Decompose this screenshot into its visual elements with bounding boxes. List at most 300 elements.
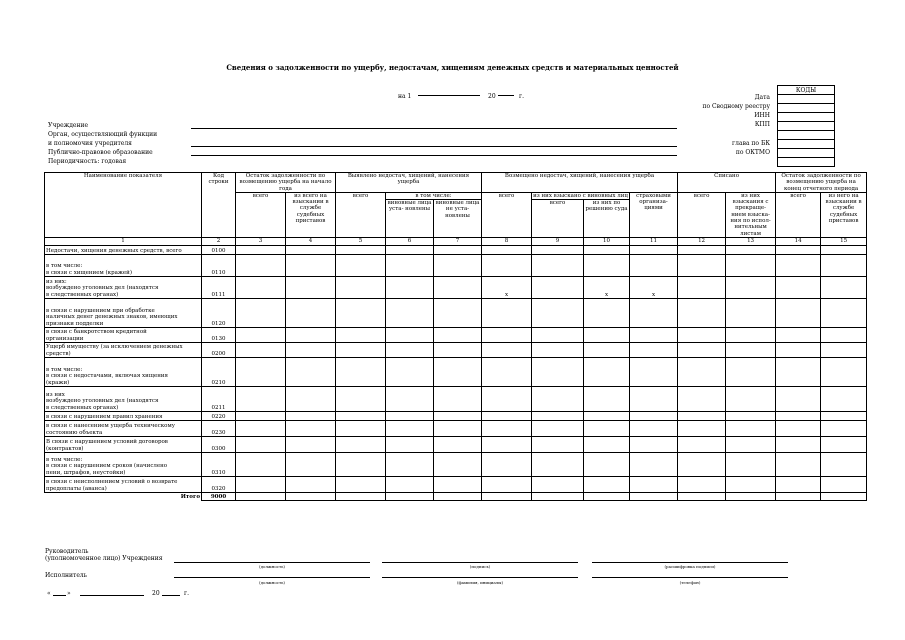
value-cell[interactable]	[584, 357, 630, 386]
value-cell[interactable]	[236, 436, 286, 452]
value-cell[interactable]	[726, 411, 776, 420]
value-cell[interactable]	[482, 245, 532, 254]
value-cell[interactable]	[482, 254, 532, 276]
value-cell[interactable]	[821, 276, 867, 298]
value-cell[interactable]	[236, 386, 286, 411]
value-cell[interactable]	[386, 298, 434, 327]
value-cell[interactable]	[236, 298, 286, 327]
value-cell[interactable]	[386, 357, 434, 386]
column-number: 14	[776, 237, 821, 245]
head-code: Код строки	[202, 173, 236, 238]
head-name-field[interactable]	[592, 562, 788, 563]
head-g4-writs: из них взыскания с прекраще- нием взыска- ния по испол- нительным листам	[726, 192, 776, 237]
value-cell[interactable]	[630, 254, 678, 276]
value-cell[interactable]	[678, 476, 726, 492]
value-cell[interactable]	[532, 386, 584, 411]
caption-exec-position: (должность)	[259, 580, 285, 585]
date-blank[interactable]	[418, 95, 480, 96]
value-cell[interactable]	[630, 452, 678, 476]
head-g3-total: всего	[482, 192, 532, 237]
date-year-blank[interactable]	[498, 95, 514, 96]
value-cell[interactable]	[821, 357, 867, 386]
value-cell[interactable]	[678, 276, 726, 298]
row-code: 0120	[202, 298, 236, 327]
total-value-cell[interactable]	[532, 492, 584, 500]
value-cell[interactable]	[776, 420, 821, 436]
column-number: 8	[482, 237, 532, 245]
head-g2-incl: в том числе:	[386, 192, 482, 199]
value-cell[interactable]	[532, 327, 584, 342]
code-cell-inn[interactable]	[778, 113, 835, 122]
value-cell[interactable]	[776, 436, 821, 452]
value-cell[interactable]	[482, 476, 532, 492]
value-cell[interactable]	[584, 411, 630, 420]
value-cell[interactable]	[678, 386, 726, 411]
value-cell[interactable]	[386, 254, 434, 276]
value-cell[interactable]	[630, 357, 678, 386]
value-cell[interactable]	[630, 386, 678, 411]
value-cell[interactable]	[678, 411, 726, 420]
total-value-cell[interactable]	[678, 492, 726, 500]
date-year-suffix: г.	[519, 93, 525, 100]
value-cell[interactable]	[821, 327, 867, 342]
row-name: в том числе: в связи с хищением (кражей)	[45, 254, 202, 276]
value-cell[interactable]	[726, 420, 776, 436]
column-number: 4	[286, 237, 336, 245]
value-cell[interactable]	[678, 420, 726, 436]
value-cell[interactable]	[532, 476, 584, 492]
sign-year-field[interactable]	[162, 595, 180, 596]
value-cell[interactable]	[678, 298, 726, 327]
head-g1-bailiffs: из всего на взыскании в службе судебных приставов	[286, 192, 336, 237]
caption-name: (расшифровка подписи)	[664, 564, 716, 569]
main-table	[44, 172, 867, 501]
column-number: 12	[678, 237, 726, 245]
total-value-cell[interactable]	[482, 492, 532, 500]
value-cell[interactable]	[336, 327, 386, 342]
value-cell[interactable]	[821, 245, 867, 254]
value-cell[interactable]	[336, 411, 386, 420]
value-cell[interactable]	[726, 342, 776, 357]
row-name: в связи с неисполнением условий о возврате предоплаты (аванса)	[45, 476, 202, 492]
value-cell[interactable]	[482, 411, 532, 420]
value-cell[interactable]	[386, 386, 434, 411]
value-cell[interactable]	[286, 245, 336, 254]
column-number: 5	[336, 237, 386, 245]
value-cell[interactable]	[286, 327, 336, 342]
value-cell[interactable]	[821, 452, 867, 476]
total-value-cell[interactable]	[584, 492, 630, 500]
total-value-cell[interactable]	[434, 492, 482, 500]
row-code: 0230	[202, 420, 236, 436]
value-cell[interactable]	[386, 245, 434, 254]
total-label: Итого	[45, 492, 202, 500]
value-cell[interactable]	[286, 386, 336, 411]
label-oktmo: по ОКТМО	[735, 149, 770, 156]
column-number: 3	[236, 237, 286, 245]
row-name: из них: возбуждено уголовных дел (находятся в следственных органах)	[45, 276, 202, 298]
value-cell[interactable]	[336, 254, 386, 276]
row-code: 0320	[202, 476, 236, 492]
value-cell[interactable]	[630, 436, 678, 452]
value-cell[interactable]	[584, 254, 630, 276]
row-code: 0220	[202, 411, 236, 420]
value-cell[interactable]	[286, 436, 336, 452]
value-cell[interactable]	[236, 452, 286, 476]
sign-date-open: «	[47, 590, 51, 597]
value-cell[interactable]	[726, 298, 776, 327]
value-cell[interactable]	[236, 276, 286, 298]
row-name: в связи с нарушением правил хранения	[45, 411, 202, 420]
code-cell-kpp[interactable]	[778, 122, 835, 131]
label-founder-2: и полномочия учредителя	[48, 140, 132, 147]
value-cell[interactable]	[336, 452, 386, 476]
value-cell[interactable]	[482, 342, 532, 357]
value-cell[interactable]	[630, 476, 678, 492]
label-public-entity: Публично-правовое образование	[48, 149, 153, 156]
value-cell[interactable]	[236, 357, 286, 386]
label-periodicity: Периодичность: годовая	[48, 158, 127, 165]
value-cell[interactable]	[532, 245, 584, 254]
value-cell[interactable]	[726, 436, 776, 452]
value-cell[interactable]	[821, 298, 867, 327]
head-g3-culprits: из них взыскано с виновных лиц	[533, 192, 628, 199]
exec-position-field[interactable]	[174, 577, 370, 578]
value-cell[interactable]	[532, 276, 584, 298]
code-cell-registry[interactable]	[778, 104, 835, 113]
value-cell[interactable]	[776, 276, 821, 298]
row-name: в связи с нанесением ущерба техническому состоянию объекта	[45, 420, 202, 436]
total-value-cell[interactable]	[336, 492, 386, 500]
total-code: 9000	[202, 492, 236, 500]
value-cell[interactable]	[678, 452, 726, 476]
head-g5-total: всего	[776, 192, 821, 237]
value-cell[interactable]	[726, 276, 776, 298]
value-cell[interactable]	[678, 436, 726, 452]
value-cell[interactable]	[678, 327, 726, 342]
value-cell[interactable]	[336, 276, 386, 298]
value-cell[interactable]	[482, 436, 532, 452]
table-row	[45, 276, 867, 298]
value-cell[interactable]	[386, 476, 434, 492]
value-cell[interactable]	[236, 420, 286, 436]
public-entity-field[interactable]	[191, 155, 677, 156]
value-cell[interactable]	[482, 327, 532, 342]
row-name: Недостачи, хищения денежных средств, всего	[45, 245, 202, 254]
value-cell[interactable]	[434, 342, 482, 357]
label-inn: ИНН	[754, 112, 770, 119]
head-g5-bailiffs: из него на взыскании в службе судебных приставов	[821, 192, 867, 237]
value-cell[interactable]	[726, 386, 776, 411]
codes-header: КОДЫ	[778, 86, 835, 95]
label-founder-1: Орган, осуществляющий функции	[48, 131, 158, 138]
value-cell[interactable]	[286, 420, 336, 436]
value-cell[interactable]	[434, 245, 482, 254]
x-mark: х	[482, 276, 532, 298]
table-row	[45, 254, 867, 276]
value-cell[interactable]	[532, 342, 584, 357]
value-cell[interactable]	[336, 342, 386, 357]
value-cell[interactable]	[726, 327, 776, 342]
head-g2-known: виновные лица уста- новлены	[386, 200, 434, 238]
value-cell[interactable]	[336, 420, 386, 436]
value-cell[interactable]	[434, 386, 482, 411]
value-cell[interactable]	[776, 357, 821, 386]
value-cell[interactable]	[386, 436, 434, 452]
column-number: 6	[386, 237, 434, 245]
value-cell[interactable]	[630, 420, 678, 436]
table-row	[45, 411, 867, 420]
sign-month-field[interactable]	[80, 595, 144, 596]
head-g4: Списано	[678, 173, 776, 193]
value-cell[interactable]	[776, 452, 821, 476]
value-cell[interactable]	[386, 276, 434, 298]
column-number: 10	[584, 237, 630, 245]
row-name: Ущерб имуществу (за исключением денежных средств)	[45, 342, 202, 357]
sign-year-prefix: 20	[152, 590, 160, 597]
institution-field[interactable]	[191, 128, 677, 129]
table-row	[45, 386, 867, 411]
value-cell[interactable]	[286, 342, 336, 357]
head-g2-total: всего	[336, 192, 386, 237]
row-name: в том числе: в связи с недостачами, включая хищения (кражи)	[45, 357, 202, 386]
value-cell[interactable]	[726, 476, 776, 492]
value-cell[interactable]	[532, 452, 584, 476]
value-cell[interactable]	[630, 342, 678, 357]
value-cell[interactable]	[776, 476, 821, 492]
total-value-cell[interactable]	[821, 492, 867, 500]
value-cell[interactable]	[532, 357, 584, 386]
table-row	[45, 298, 867, 327]
total-value-cell[interactable]	[630, 492, 678, 500]
x-mark: х	[630, 276, 678, 298]
label-institution: Учреждение	[48, 122, 89, 129]
date-prefix: на 1	[398, 93, 412, 100]
value-cell[interactable]	[236, 245, 286, 254]
value-cell[interactable]	[236, 254, 286, 276]
row-code: 0300	[202, 436, 236, 452]
value-cell[interactable]	[776, 245, 821, 254]
value-cell[interactable]	[236, 327, 286, 342]
column-number: 11	[630, 237, 678, 245]
value-cell[interactable]	[434, 357, 482, 386]
total-value-cell[interactable]	[286, 492, 336, 500]
value-cell[interactable]	[678, 342, 726, 357]
table-row	[45, 245, 867, 254]
value-cell[interactable]	[434, 476, 482, 492]
code-cell-date[interactable]	[778, 95, 835, 104]
value-cell[interactable]	[236, 476, 286, 492]
column-number: 2	[202, 237, 236, 245]
row-name: из них возбуждено уголовных дел (находятся в следственных органах)	[45, 386, 202, 411]
column-number: 1	[45, 237, 202, 245]
value-cell[interactable]	[821, 420, 867, 436]
column-number: 9	[532, 237, 584, 245]
value-cell[interactable]	[434, 436, 482, 452]
value-cell[interactable]	[776, 342, 821, 357]
value-cell[interactable]	[821, 342, 867, 357]
caption-exec-phone: (телефон)	[679, 580, 701, 585]
row-code: 0310	[202, 452, 236, 476]
value-cell[interactable]	[286, 411, 336, 420]
executor-label: Исполнитель	[45, 572, 87, 579]
value-cell[interactable]	[678, 357, 726, 386]
table-row	[45, 476, 867, 492]
value-cell[interactable]	[532, 298, 584, 327]
value-cell[interactable]	[532, 420, 584, 436]
row-code: 0200	[202, 342, 236, 357]
total-row	[45, 492, 867, 500]
value-cell[interactable]	[336, 298, 386, 327]
value-cell[interactable]	[584, 298, 630, 327]
total-value-cell[interactable]	[386, 492, 434, 500]
value-cell[interactable]	[482, 357, 532, 386]
value-cell[interactable]	[286, 476, 336, 492]
value-cell[interactable]	[678, 254, 726, 276]
table-row	[45, 436, 867, 452]
row-name: В связи с нарушением условий договоров (контрактов)	[45, 436, 202, 452]
label-kpp: КПП	[754, 121, 770, 128]
value-cell[interactable]	[584, 342, 630, 357]
table-row	[45, 357, 867, 386]
sign-date-close: »	[67, 590, 71, 597]
value-cell[interactable]	[336, 245, 386, 254]
code-cell-period[interactable]	[778, 158, 835, 167]
column-number: 7	[434, 237, 482, 245]
value-cell[interactable]	[434, 327, 482, 342]
head-signature-field[interactable]	[382, 562, 578, 563]
sign-year-suffix: г.	[184, 590, 190, 597]
value-cell[interactable]	[821, 254, 867, 276]
value-cell[interactable]	[776, 386, 821, 411]
value-cell[interactable]	[821, 476, 867, 492]
exec-phone-field[interactable]	[592, 577, 788, 578]
sign-day-field[interactable]	[53, 595, 66, 596]
value-cell[interactable]	[630, 245, 678, 254]
founder-field[interactable]	[191, 146, 677, 147]
value-cell[interactable]	[584, 420, 630, 436]
value-cell[interactable]	[776, 298, 821, 327]
value-cell[interactable]	[776, 327, 821, 342]
table-row	[45, 327, 867, 342]
value-cell[interactable]	[532, 411, 584, 420]
codes-table	[777, 85, 835, 167]
value-cell[interactable]	[236, 342, 286, 357]
value-cell[interactable]	[630, 411, 678, 420]
caption-signature: (подпись)	[469, 564, 491, 569]
value-cell[interactable]	[584, 452, 630, 476]
value-cell[interactable]	[336, 386, 386, 411]
value-cell[interactable]	[584, 476, 630, 492]
label-registry: по Сводному реестру	[702, 103, 770, 110]
value-cell[interactable]	[726, 254, 776, 276]
value-cell[interactable]	[386, 327, 434, 342]
value-cell[interactable]	[482, 452, 532, 476]
value-cell[interactable]	[286, 276, 336, 298]
value-cell[interactable]	[434, 411, 482, 420]
head-g3-culprits-total: всего	[532, 200, 584, 238]
value-cell[interactable]	[630, 327, 678, 342]
value-cell[interactable]	[286, 254, 336, 276]
value-cell[interactable]	[336, 436, 386, 452]
value-cell[interactable]	[482, 420, 532, 436]
table-row	[45, 452, 867, 476]
head-name: Наименование показателя	[45, 173, 202, 238]
head-g4-total: всего	[678, 192, 726, 237]
value-cell[interactable]	[482, 298, 532, 327]
value-cell[interactable]	[821, 411, 867, 420]
head-g1-total: всего	[236, 192, 286, 237]
value-cell[interactable]	[236, 411, 286, 420]
head-g5: Остаток задолженности по возмещению ущерба на конец отчетного периода	[776, 173, 867, 193]
value-cell[interactable]	[434, 420, 482, 436]
column-number: 15	[821, 237, 867, 245]
value-cell[interactable]	[386, 411, 434, 420]
value-cell[interactable]	[434, 276, 482, 298]
value-cell[interactable]	[336, 476, 386, 492]
caption-position: (должность)	[259, 564, 285, 569]
code-cell-oktmo[interactable]	[778, 149, 835, 158]
total-value-cell[interactable]	[236, 492, 286, 500]
value-cell[interactable]	[678, 245, 726, 254]
value-cell[interactable]	[776, 411, 821, 420]
head-g3-insurance: страховыми организа- циями	[630, 192, 678, 237]
row-code: 0110	[202, 254, 236, 276]
head-signature-label: Руководитель (уполномоченное лицо) Учреждения	[45, 548, 163, 562]
value-cell[interactable]	[286, 357, 336, 386]
value-cell[interactable]	[434, 298, 482, 327]
value-cell[interactable]	[386, 420, 434, 436]
value-cell[interactable]	[434, 254, 482, 276]
value-cell[interactable]	[336, 357, 386, 386]
value-cell[interactable]	[726, 357, 776, 386]
total-value-cell[interactable]	[726, 492, 776, 500]
head-g3: Возмещено недостач, хищений, нанесения ущерба	[482, 173, 678, 193]
caption-exec-name: (фамилия, инициалы)	[456, 580, 504, 585]
value-cell[interactable]	[821, 436, 867, 452]
total-value-cell[interactable]	[776, 492, 821, 500]
exec-name-field[interactable]	[382, 577, 578, 578]
value-cell[interactable]	[386, 342, 434, 357]
value-cell[interactable]	[584, 436, 630, 452]
value-cell[interactable]	[286, 298, 336, 327]
row-name: в связи с банкротством кредитной организации	[45, 327, 202, 342]
value-cell[interactable]	[726, 245, 776, 254]
value-cell[interactable]	[386, 452, 434, 476]
row-code: 0211	[202, 386, 236, 411]
value-cell[interactable]	[584, 327, 630, 342]
value-cell[interactable]	[584, 245, 630, 254]
value-cell[interactable]	[482, 386, 532, 411]
value-cell[interactable]	[821, 386, 867, 411]
x-mark: х	[584, 276, 630, 298]
value-cell[interactable]	[776, 254, 821, 276]
row-code: 0210	[202, 357, 236, 386]
value-cell[interactable]	[726, 452, 776, 476]
value-cell[interactable]	[532, 254, 584, 276]
row-code: 0111	[202, 276, 236, 298]
code-cell-blank[interactable]	[778, 131, 835, 140]
value-cell[interactable]	[286, 452, 336, 476]
code-cell-bk[interactable]	[778, 140, 835, 149]
value-cell[interactable]	[584, 386, 630, 411]
value-cell[interactable]	[532, 436, 584, 452]
table-row	[45, 342, 867, 357]
table-row	[45, 420, 867, 436]
value-cell[interactable]	[434, 452, 482, 476]
head-position-field[interactable]	[174, 562, 370, 563]
value-cell[interactable]	[630, 298, 678, 327]
